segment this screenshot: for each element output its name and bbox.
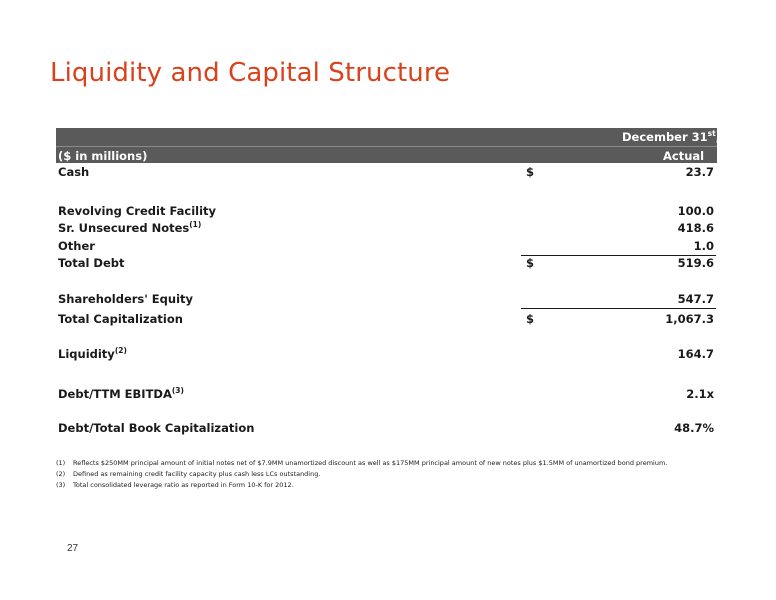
currency-symbol: $ (526, 165, 535, 179)
page-number: 27 (67, 543, 79, 554)
row-value: 1.0 (693, 239, 714, 253)
row-label: Shareholders' Equity (58, 292, 194, 306)
footnote-number: (3) (56, 481, 66, 489)
row-value: 1,067.3 (665, 312, 714, 326)
table-header-columns (56, 146, 717, 163)
table-row-other (56, 239, 716, 255)
period-label: December 31st, 2012 (622, 129, 757, 144)
table-row-liquidity (56, 347, 716, 363)
table-header-period (56, 128, 757, 146)
footnote-ref: (2) (114, 346, 127, 355)
currency-symbol: $ (526, 312, 535, 326)
row-label: Total Capitalization (58, 312, 183, 326)
units-label: ($ in millions) (58, 149, 148, 163)
table-row-total-debt (56, 256, 716, 272)
row-label: Cash (58, 165, 90, 179)
table-row-total-cap (56, 312, 716, 328)
row-label: Sr. Unsecured Notes$^{(1)}$ (58, 220, 202, 235)
row-label: Liquidity$^{(2)}$ (58, 346, 127, 361)
footnote-text: Total consolidated leverage ratio as reported in Form 10-K for 2012. (73, 481, 294, 489)
total-rule (521, 308, 716, 309)
table-row-cash (56, 165, 716, 181)
footnote-ref: (1) (189, 220, 202, 229)
row-value: 48.7% (674, 421, 714, 435)
column-label-actual: Actual (663, 149, 705, 163)
row-label: Other (58, 239, 95, 253)
table-row-revolver (56, 204, 716, 220)
footnote-number: (1) (56, 459, 66, 467)
row-value: 23.7 (685, 165, 714, 179)
row-label: Total Debt (58, 256, 125, 270)
footnote-text: Defined as remaining credit facility capacity plus cash less LCs outstanding. (73, 470, 321, 478)
row-label: Debt/Total Book Capitalization (58, 421, 255, 435)
table-row-leverage (56, 387, 716, 403)
footnote-text: Reflects $250MM principal amount of initial notes net of $7.9MM unamortized discount as well as $175MM principal amount of new notes plus $1.5MM of unamortized bond premium. (73, 459, 668, 467)
row-value: 100.0 (677, 204, 714, 218)
table-row-notes (56, 221, 716, 237)
page-title: Liquidity and Capital Structure (50, 58, 451, 88)
row-label: Debt/TTM EBITDA$^{(3)}$ (58, 386, 184, 401)
row-value: 547.7 (677, 292, 714, 306)
table-row-equity (56, 292, 716, 308)
row-value: 164.7 (677, 347, 714, 361)
row-value: 519.6 (677, 256, 714, 270)
currency-symbol: $ (526, 256, 535, 270)
row-value: 418.6 (677, 221, 714, 235)
row-label: Revolving Credit Facility (58, 204, 217, 218)
row-value: 2.1x (686, 387, 714, 401)
table-row-debt-to-cap (56, 421, 716, 437)
footnote-number: (2) (56, 470, 66, 478)
footnote-ref: (3) (171, 386, 184, 395)
